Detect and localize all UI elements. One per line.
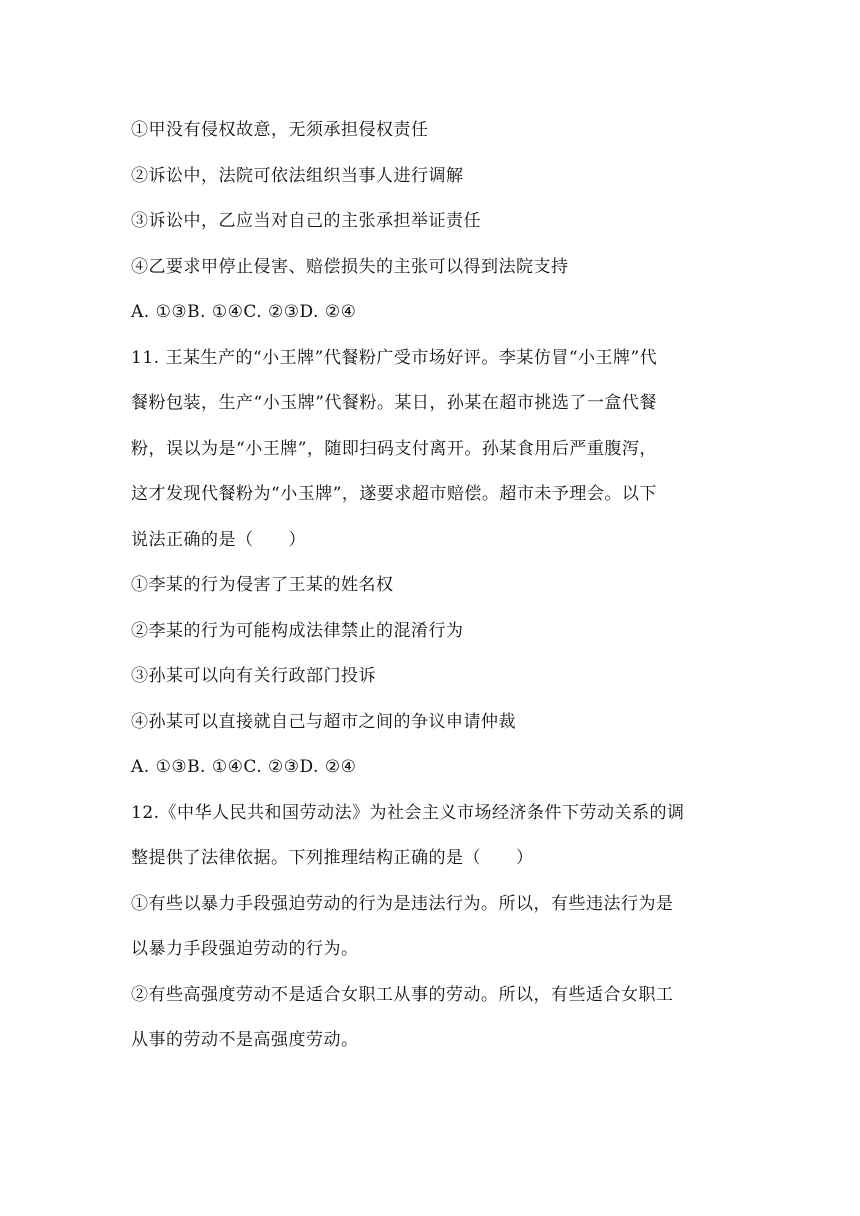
q12-option-2-line-1: ②有些高强度劳动不是适合女职工从事的劳动。所以，有些适合女职工 bbox=[131, 984, 674, 1005]
q11-stem-line-5: 说法正确的是（ ） bbox=[131, 529, 306, 550]
q10-option-1: ①甲没有侵权故意，无须承担侵权责任 bbox=[131, 120, 429, 140]
q11-stem-line-4: 这才发现代餐粉为“小玉牌”，遂要求超市赔偿。超市未予理会。以下 bbox=[131, 484, 657, 504]
q12-stem-line-1: 12.《中华人民共和国劳动法》为社会主义市场经济条件下劳动关系的调 bbox=[131, 802, 685, 823]
q12-stem-line-2: 整提供了法律依据。下列推理结构正确的是（ ） bbox=[131, 848, 534, 868]
q12-option-2-line-2: 从事的劳动不是高强度劳动。 bbox=[131, 1030, 359, 1050]
q11-stem-line-3: 粉，误以为是“小王牌”，随即扫码支付离开。孙某食用后严重腹泻， bbox=[131, 438, 657, 459]
q11-stem-line-1: 11. 王某生产的“小王牌”代餐粉广受市场好评。李某仿冒“小王牌”代 bbox=[131, 347, 658, 368]
q11-option-2: ②李某的行为可能构成法律禁止的混淆行为 bbox=[131, 620, 464, 641]
q12-option-1-line-1: ①有些以暴力手段强迫劳动的行为是违法行为。所以，有些违法行为是 bbox=[131, 893, 674, 914]
q11-answer-choices: A. ①③B. ①④C. ②③D. ②④ bbox=[131, 757, 357, 777]
q10-option-4: ④乙要求甲停止侵害、赔偿损失的主张可以得到法院支持 bbox=[131, 256, 569, 277]
q12-option-1-line-2: 以暴力手段强迫劳动的行为。 bbox=[131, 939, 359, 959]
q10-answer-choices: A. ①③B. ①④C. ②③D. ②④ bbox=[131, 302, 357, 322]
q10-option-2: ②诉讼中，法院可依法组织当事人进行调解 bbox=[131, 165, 464, 186]
q11-option-4: ④孙某可以直接就自己与超市之间的争议申请仲裁 bbox=[131, 711, 516, 732]
q11-option-3: ③孙某可以向有关行政部门投诉 bbox=[131, 666, 376, 686]
q10-option-3: ③诉讼中，乙应当对自己的主张承担举证责任 bbox=[131, 211, 481, 231]
q11-stem-line-2: 餐粉包装，生产“小玉牌”代餐粉。某日，孙某在超市挑选了一盒代餐 bbox=[131, 393, 657, 413]
q11-option-1: ①李某的行为侵害了王某的姓名权 bbox=[131, 575, 394, 595]
document-content bbox=[131, 108, 731, 1064]
